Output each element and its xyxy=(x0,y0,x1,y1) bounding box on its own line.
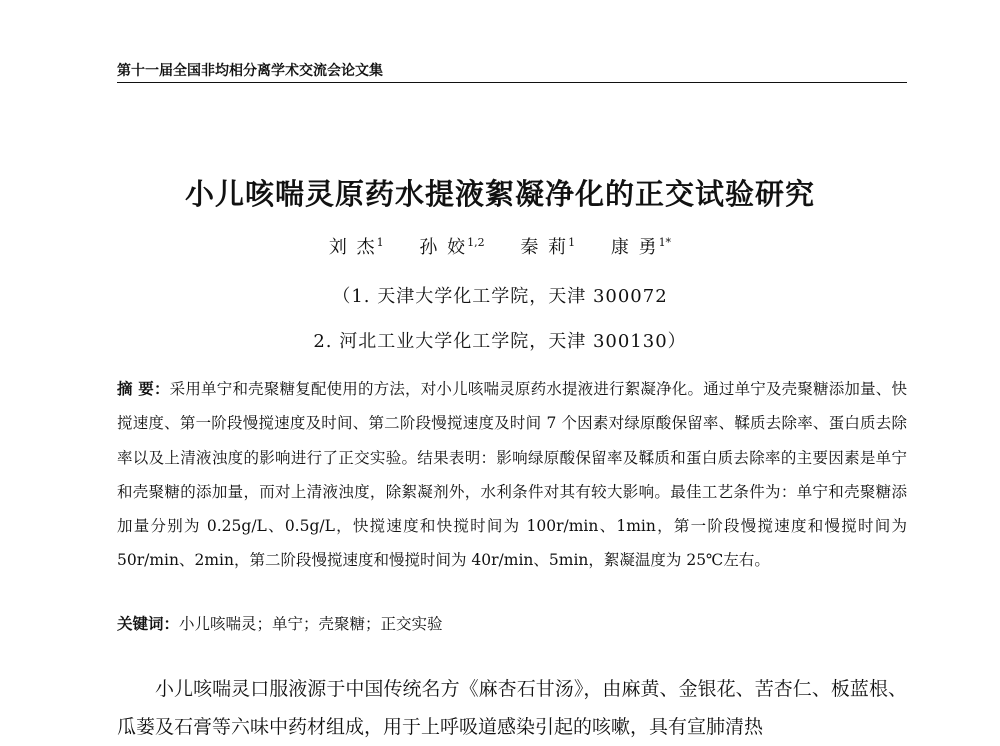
author-affil-mark: 1,2 xyxy=(467,236,485,249)
author-name: 秦 莉 xyxy=(520,237,569,258)
author-affil-mark: 1* xyxy=(658,236,672,249)
author-name: 康 勇 xyxy=(610,237,659,258)
author xyxy=(611,237,671,258)
author-affil-mark: 1 xyxy=(376,236,384,249)
abstract xyxy=(117,372,907,578)
author-affil-mark: 1 xyxy=(568,236,576,249)
keywords xyxy=(117,612,907,636)
keywords-label: 关键词： xyxy=(117,615,180,633)
abstract-label: 摘 要： xyxy=(117,380,170,398)
author-list xyxy=(0,233,1000,259)
affiliation-2: 2. 河北工业大学化工学院，天津 300130） xyxy=(313,331,687,352)
author xyxy=(329,237,384,258)
author-name: 刘 杰 xyxy=(328,237,377,258)
paper-title: 小儿咳喘灵原药水提液絮凝净化的正交试验研究 xyxy=(184,177,815,211)
running-header: 第十一届全国非均相分离学术交流会论文集 xyxy=(117,62,907,83)
affiliation-1: （1. 天津大学化工学院，天津 300072 xyxy=(332,286,668,307)
author xyxy=(520,237,575,258)
author-name: 孙 姣 xyxy=(419,237,468,258)
body-paragraph: 小儿咳喘灵口服液源于中国传统名方《麻杏石甘汤》，由麻黄、金银花、苦杏仁、板蓝根、瓜蒌及石膏等六味中药材组成，用于上呼吸道感染引起的咳嗽，具有宣肺清热 xyxy=(117,678,907,738)
author xyxy=(419,237,484,258)
abstract-text: 采用单宁和壳聚糖复配使用的方法，对小儿咳喘灵原药水提液进行絮凝净化。通过单宁及壳聚糖添加量、快搅速度、第一阶段慢搅速度及时间、第二阶段慢搅速度及时间 7 个因素对绿原酸保留率、鞣质去除率、蛋白质去除率以及上清液浊度的影响进行了正交实验。结果表明：影响绿原酸保留率及鞣质和蛋白质去除率的主要因素是单宁和壳聚糖的添加量，而对上清液浊度，除絮凝剂外，水利条件对其有较大影响。最佳工艺条件为：单宁和壳聚糖添加量分别为 0.25g/L、0.5g/L，快搅速度和快搅时间为 100r/min、1min，第一阶段慢搅速度和慢搅时间为 50r/min、2min，第二阶段慢搅速度和慢搅时间为 40r/min、5min，絮凝温度为 25℃左右。 xyxy=(117,380,907,570)
keywords-text: 小儿咳喘灵；单宁；壳聚糖；正交实验 xyxy=(179,615,443,633)
